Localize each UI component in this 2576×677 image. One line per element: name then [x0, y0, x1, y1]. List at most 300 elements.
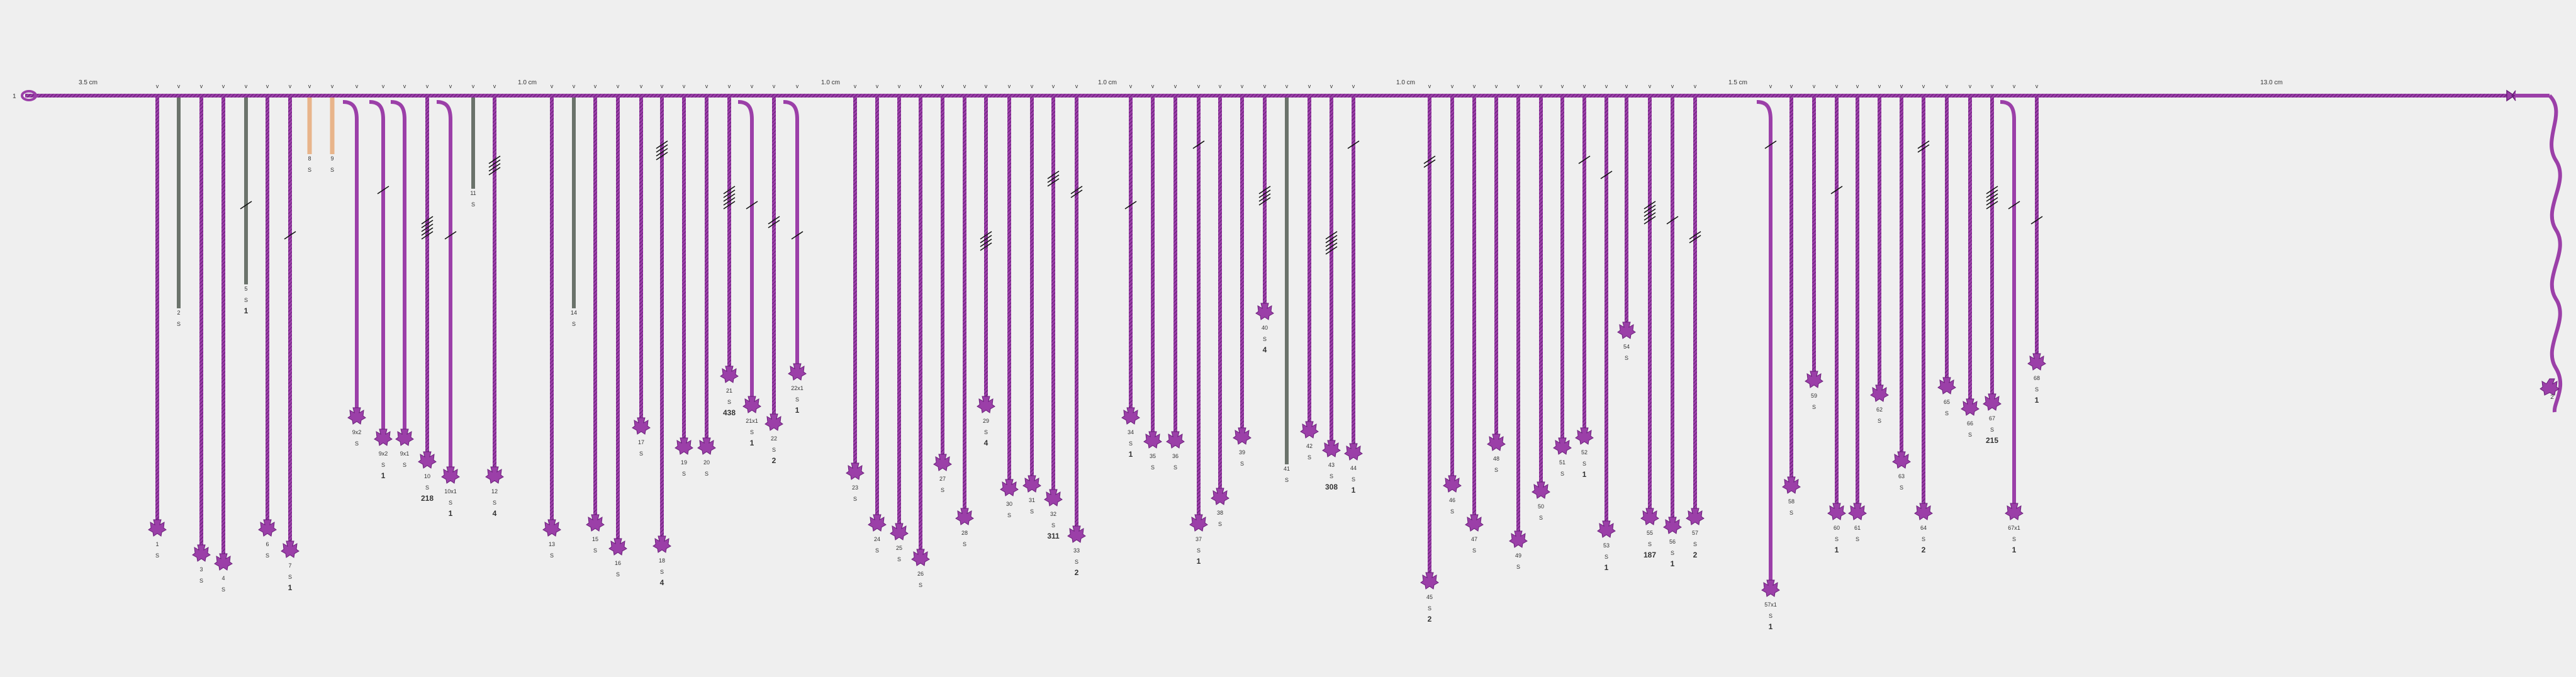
cable[interactable]: [1516, 98, 1520, 531]
cable[interactable]: [471, 98, 475, 189]
cable[interactable]: [1308, 98, 1311, 422]
connector-icon[interactable]: [1323, 440, 1340, 457]
cable[interactable]: [1878, 98, 1881, 385]
branch-62: [1871, 83, 1888, 424]
connector-icon[interactable]: [846, 463, 864, 479]
connector-icon[interactable]: [1144, 432, 1162, 448]
branch-s: S: [1029, 508, 1034, 515]
branch-s: S: [1472, 547, 1477, 554]
connector-icon[interactable]: [788, 364, 806, 380]
cable[interactable]: [437, 102, 451, 467]
branch-30: [1000, 83, 1018, 518]
connector-icon[interactable]: [1068, 526, 1085, 542]
cable[interactable]: [308, 98, 312, 154]
branch-s: S: [244, 297, 249, 303]
branch-s: S: [1789, 510, 1794, 516]
cable[interactable]: [2035, 98, 2039, 354]
tie-mark: v: [795, 83, 799, 89]
connector-icon[interactable]: [1023, 476, 1041, 492]
branch-count: 1: [244, 306, 249, 315]
connector-icon[interactable]: [1487, 434, 1505, 450]
connector-icon[interactable]: [1345, 444, 1362, 460]
branch-34: [1122, 83, 1140, 459]
branch-26: [912, 83, 929, 588]
tie-mark: v: [984, 83, 988, 89]
branch-id: 10x1: [444, 488, 457, 495]
cable[interactable]: [1922, 98, 1925, 503]
connector-icon[interactable]: [1256, 303, 1274, 320]
main-trunk[interactable]: [25, 94, 2516, 98]
branch-47: [1465, 83, 1483, 554]
branch-50: [1532, 83, 1550, 521]
branch-s: S: [1624, 355, 1629, 361]
connector-icon[interactable]: [1805, 371, 1823, 388]
cable[interactable]: [919, 98, 922, 549]
branch-6: [259, 83, 276, 559]
branch-id: 57x1: [1764, 601, 1777, 608]
cable[interactable]: [1352, 98, 1355, 444]
branch-s: S: [940, 487, 945, 493]
branch-id: 51: [1559, 459, 1566, 466]
connector-icon[interactable]: [1618, 322, 1635, 338]
branch-id: 17: [637, 439, 645, 445]
connector-icon[interactable]: [148, 520, 166, 536]
branch-33: [1068, 83, 1085, 577]
connector-icon[interactable]: [1421, 573, 1438, 589]
cable[interactable]: [1835, 98, 1839, 503]
tie-mark: v: [1922, 83, 1925, 89]
tie-mark: v: [897, 83, 901, 89]
cable[interactable]: [199, 98, 203, 545]
cable[interactable]: [1539, 98, 1543, 482]
tie-mark: v: [1835, 83, 1839, 89]
cable[interactable]: [738, 102, 752, 396]
cable[interactable]: [572, 98, 576, 308]
connector-icon[interactable]: [1762, 580, 1779, 596]
connector-icon[interactable]: [609, 539, 627, 555]
connector-icon[interactable]: [2028, 354, 2046, 370]
branch-s: S: [704, 471, 709, 477]
section-label: 1.0 cm: [820, 79, 841, 86]
tie-mark: v: [155, 83, 159, 89]
cable[interactable]: [1856, 98, 1859, 503]
tie-mark: v: [199, 83, 203, 89]
branch-id: 64: [1920, 525, 1927, 531]
connector-icon[interactable]: [1961, 399, 1979, 415]
section-label: 1.5 cm: [1728, 79, 1748, 86]
connector-icon[interactable]: [632, 418, 650, 434]
branch-id: 57: [1691, 530, 1699, 536]
connector-icon[interactable]: [912, 549, 929, 566]
connector-icon[interactable]: [193, 545, 210, 561]
branch-s: S: [199, 578, 204, 584]
cable[interactable]: [963, 98, 966, 508]
cable[interactable]: [1560, 98, 1564, 438]
branch-60: [1828, 83, 1845, 554]
branch-23: [846, 83, 864, 502]
cable[interactable]: [1494, 98, 1498, 434]
branch-9x1: [391, 83, 413, 468]
connector-icon[interactable]: [1983, 394, 2001, 410]
tie-mark: v: [1945, 83, 1949, 89]
cable[interactable]: [1151, 98, 1155, 432]
branch-s: S: [155, 552, 160, 559]
branch-16: [609, 83, 627, 578]
cable[interactable]: [1945, 98, 1949, 378]
cable[interactable]: [1625, 98, 1628, 322]
connector-icon[interactable]: [653, 536, 671, 552]
cable[interactable]: [639, 98, 643, 418]
cable[interactable]: [1129, 98, 1133, 408]
connector-icon[interactable]: [1167, 432, 1184, 448]
connector-icon[interactable]: [2005, 503, 2023, 520]
branch-count: 4: [659, 578, 664, 587]
branch-s: S: [549, 552, 554, 559]
cable[interactable]: [705, 98, 708, 438]
connector-icon[interactable]: [281, 541, 299, 557]
cable[interactable]: [1604, 98, 1608, 521]
connector-icon[interactable]: [1576, 428, 1593, 444]
branch-56: [1664, 83, 1681, 568]
connector-icon[interactable]: [1849, 503, 1866, 520]
branch-s: S: [1582, 461, 1587, 467]
connector-icon[interactable]: [1443, 476, 1461, 492]
branch-id: 56: [1669, 539, 1676, 545]
cable[interactable]: [1693, 98, 1697, 508]
tie-mark: v: [1968, 83, 1972, 89]
tie-mark: v: [1671, 83, 1674, 89]
branch-count: 311: [1047, 532, 1060, 540]
branch-id: 60: [1833, 525, 1840, 531]
branch-s: S: [1262, 336, 1267, 342]
branch-count: 4: [492, 509, 497, 518]
connector-icon[interactable]: [396, 429, 413, 445]
connector-icon[interactable]: [1686, 508, 1704, 525]
branch-count: 1: [795, 406, 800, 415]
connector-icon[interactable]: [890, 523, 908, 540]
branch-s: S: [425, 484, 430, 491]
connector-icon[interactable]: [1893, 452, 1910, 468]
branch-25: [890, 83, 908, 562]
cable[interactable]: [1990, 98, 1994, 394]
connector-icon[interactable]: [442, 467, 459, 483]
tie-mark: v: [1472, 83, 1476, 89]
branch-id: 41: [1283, 466, 1291, 472]
cable[interactable]: [682, 98, 686, 438]
connector-icon[interactable]: [1190, 515, 1207, 531]
branch-id: 37: [1195, 536, 1202, 542]
branch-21: [720, 83, 738, 417]
connector-icon[interactable]: [1915, 503, 1932, 520]
connector-icon[interactable]: [934, 454, 951, 471]
connector-icon[interactable]: [1509, 531, 1527, 547]
branch-s: S: [1173, 464, 1178, 471]
cable[interactable]: [343, 102, 357, 408]
cable[interactable]: [772, 98, 776, 414]
branch-count: 438: [722, 408, 736, 417]
tie-mark: v: [660, 83, 664, 89]
branch-32: [1044, 83, 1062, 540]
cable[interactable]: [1582, 98, 1586, 428]
cable[interactable]: [660, 98, 664, 536]
branch-id: 21x1: [746, 418, 758, 424]
tie-mark: v: [1030, 83, 1034, 89]
branch-id: 21: [725, 388, 733, 394]
branch-s: S: [795, 396, 800, 403]
cable[interactable]: [1757, 102, 1771, 580]
branch-s: S: [354, 440, 359, 447]
tie-mark: v: [1625, 83, 1628, 89]
branch-54: [1618, 83, 1635, 361]
connector-icon[interactable]: [765, 414, 783, 430]
tie-mark: v: [493, 83, 496, 89]
branch-s: S: [1899, 484, 1904, 491]
cable[interactable]: [1812, 98, 1816, 371]
cable[interactable]: [1900, 98, 1903, 452]
branch-id: 30: [1005, 501, 1013, 507]
cable[interactable]: [593, 98, 597, 515]
branch-id: 68: [2033, 375, 2041, 381]
cable[interactable]: [1671, 98, 1674, 517]
branch-id: 5: [244, 286, 248, 292]
start-label: 1: [13, 93, 16, 100]
branch-55: [1641, 83, 1659, 559]
cable[interactable]: [1051, 98, 1055, 490]
branch-count: 1: [1768, 622, 1773, 631]
branch-id: 11: [470, 190, 476, 196]
cable[interactable]: [897, 98, 901, 523]
connector-icon[interactable]: [259, 520, 276, 536]
branch-count: 1: [1351, 486, 1356, 495]
cable[interactable]: [177, 98, 181, 308]
connector-icon[interactable]: [586, 515, 604, 531]
branch-s: S: [1855, 536, 1860, 542]
tie-mark: v: [1693, 83, 1697, 89]
tie-mark: v: [1604, 83, 1608, 89]
branch-14: [571, 83, 577, 327]
cable[interactable]: [1218, 98, 1222, 488]
cable[interactable]: [1075, 98, 1078, 526]
branch-s: S: [1196, 547, 1201, 554]
tie-mark: v: [1560, 83, 1564, 89]
branch-61: [1849, 83, 1866, 542]
branch-s: S: [659, 569, 664, 575]
connector-icon[interactable]: [675, 438, 693, 454]
branch-s: S: [1007, 512, 1012, 518]
branch-count: 1: [1834, 546, 1839, 554]
branch-s: S: [1494, 467, 1499, 473]
tie-mark: v: [1352, 83, 1355, 89]
tie-mark: v: [330, 83, 334, 89]
cable[interactable]: [1648, 98, 1652, 508]
tie-mark: v: [355, 83, 359, 89]
branch-id: 26: [917, 571, 924, 577]
cable[interactable]: [783, 102, 797, 364]
branch-7: [281, 83, 299, 592]
tie-mark: v: [1878, 83, 1881, 89]
branch-id: 20: [703, 459, 710, 466]
cable[interactable]: [221, 98, 225, 554]
branch-s: S: [288, 574, 293, 580]
cable[interactable]: [1450, 98, 1454, 476]
cable[interactable]: [1428, 98, 1431, 573]
branch-57: [1686, 83, 1704, 559]
cable[interactable]: [616, 98, 620, 539]
tie-mark: v: [1539, 83, 1543, 89]
cable[interactable]: [1472, 98, 1476, 515]
branch-id: 67x1: [2008, 525, 2020, 531]
tie-mark: v: [1582, 83, 1586, 89]
connector-icon[interactable]: [743, 396, 761, 413]
branch-s: S: [1427, 605, 1432, 612]
branch-s: S: [1128, 440, 1133, 447]
cable[interactable]: [727, 98, 731, 366]
branch-count: 2: [1074, 568, 1079, 577]
connector-icon[interactable]: [698, 438, 715, 454]
tie-mark: v: [1051, 83, 1055, 89]
connector-icon[interactable]: [977, 396, 995, 413]
cable[interactable]: [330, 98, 335, 154]
cable[interactable]: [1030, 98, 1034, 476]
branch-s: S: [381, 462, 386, 468]
cable[interactable]: [1789, 98, 1793, 477]
cable[interactable]: [1968, 98, 1972, 399]
connector-icon[interactable]: [486, 467, 503, 483]
branch-id: 59: [1810, 393, 1818, 399]
connector-icon[interactable]: [1211, 488, 1229, 505]
branch-31: [1023, 83, 1041, 515]
connector-icon[interactable]: [956, 508, 973, 525]
connector-icon[interactable]: [868, 515, 886, 531]
connector-icon[interactable]: [348, 408, 366, 424]
tie-mark: v: [2012, 83, 2016, 89]
connector-icon[interactable]: [1664, 517, 1681, 534]
branch-57x1: [1757, 83, 1779, 631]
branch-s: S: [1051, 522, 1056, 529]
branch-id: 32: [1050, 511, 1057, 517]
connector-icon[interactable]: [1532, 482, 1550, 498]
cable[interactable]: [1197, 98, 1201, 515]
cable[interactable]: [1240, 98, 1244, 428]
tie-mark: v: [1450, 83, 1454, 89]
end-clip-icon: [2507, 91, 2516, 101]
branch-s: S: [1647, 541, 1652, 547]
branch-67: [1983, 83, 2001, 445]
end-tail[interactable]: [2550, 96, 2560, 412]
branch-s: S: [307, 167, 312, 173]
branch-10x1: [437, 83, 459, 518]
branch-id: 44: [1350, 465, 1357, 471]
connector-icon[interactable]: [1301, 422, 1318, 438]
tie-mark: v: [1812, 83, 1816, 89]
branch-id: 46: [1448, 497, 1456, 503]
cable[interactable]: [425, 98, 429, 452]
tie-mark: v: [1308, 83, 1311, 89]
branch-59: [1805, 83, 1823, 410]
tie-mark: v: [1990, 83, 1994, 89]
connector-icon[interactable]: [543, 520, 561, 536]
branch-48: [1487, 83, 1505, 473]
tie-mark: v: [1129, 83, 1133, 89]
branch-id: 63: [1898, 473, 1905, 479]
tie-mark: v: [1007, 83, 1011, 89]
tie-mark: v: [1240, 83, 1244, 89]
connector-icon[interactable]: [1871, 385, 1888, 401]
connector-icon[interactable]: [374, 429, 392, 445]
cable[interactable]: [288, 98, 292, 541]
branch-12: [486, 83, 503, 518]
cable[interactable]: [155, 98, 159, 520]
branch-id: 33: [1073, 547, 1080, 554]
connector-icon[interactable]: [215, 554, 232, 570]
branch-id: 7: [288, 562, 292, 569]
branch-count: 215: [1985, 436, 1999, 445]
connector-icon[interactable]: [1783, 477, 1800, 493]
section-label: 3.5 cm: [78, 79, 98, 86]
branch-count: 4: [1262, 345, 1267, 354]
branch-count: 1: [1582, 470, 1587, 479]
connector-icon[interactable]: [1828, 503, 1845, 520]
cable[interactable]: [875, 98, 879, 515]
branch-s: S: [1812, 404, 1817, 410]
connector-icon[interactable]: [1641, 508, 1659, 525]
branch-s: S: [1560, 471, 1565, 477]
branch-id: 27: [939, 476, 946, 482]
branch-s: S: [853, 496, 858, 502]
branch-id: 25: [895, 545, 903, 551]
cable[interactable]: [853, 98, 857, 463]
cable[interactable]: [1007, 98, 1011, 479]
branch-64: [1915, 83, 1932, 554]
branch-id: 35: [1149, 453, 1156, 459]
branch-count: 308: [1324, 483, 1338, 491]
connector-icon[interactable]: [1938, 378, 1956, 394]
connector-icon[interactable]: [1233, 428, 1251, 444]
tie-mark: v: [449, 83, 452, 89]
cable[interactable]: [1330, 98, 1333, 440]
branch-s: S: [176, 321, 181, 327]
cable[interactable]: [391, 102, 405, 429]
connector-icon[interactable]: [720, 366, 738, 383]
branch-36: [1167, 83, 1184, 471]
connector-icon[interactable]: [1000, 479, 1018, 496]
branch-s: S: [681, 471, 686, 477]
branch-id: 42: [1306, 443, 1313, 449]
branch-53: [1598, 83, 1615, 572]
cable[interactable]: [493, 98, 496, 467]
connector-icon[interactable]: [1554, 438, 1571, 454]
connector-icon[interactable]: [418, 452, 436, 468]
connector-icon[interactable]: [1044, 490, 1062, 506]
branch-66: [1961, 83, 1979, 438]
connector-icon[interactable]: [1122, 408, 1140, 424]
connector-icon[interactable]: [1598, 521, 1615, 537]
cable[interactable]: [244, 98, 248, 284]
cable[interactable]: [369, 102, 383, 429]
cable[interactable]: [266, 98, 269, 520]
cable[interactable]: [2000, 102, 2014, 503]
cable[interactable]: [1285, 98, 1289, 464]
connector-icon[interactable]: [1465, 515, 1483, 531]
cable[interactable]: [1173, 98, 1177, 432]
tie-mark: v: [471, 83, 475, 89]
branch-id: 16: [614, 560, 622, 566]
branch-s: S: [593, 547, 598, 554]
branch-id: 52: [1581, 449, 1588, 456]
cable[interactable]: [550, 98, 554, 520]
cable[interactable]: [941, 98, 944, 454]
tie-mark: v: [177, 83, 181, 89]
